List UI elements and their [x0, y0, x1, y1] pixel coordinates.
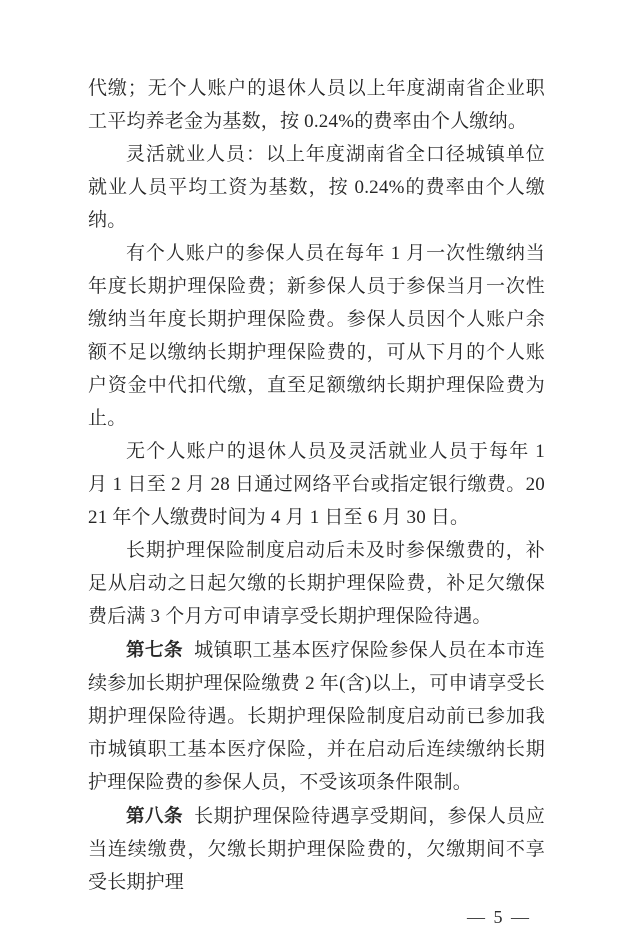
- paragraph-article-7: [88, 633, 545, 799]
- article-text: 长期护理保险待遇享受期间，参保人员应当连续缴费，欠缴长期护理保险费的，欠缴期间不享受长期护理: [88, 806, 545, 893]
- article-text: 城镇职工基本医疗保险参保人员在本市连续参加长期护理保险缴费 2 年(含)以上，可申请享受长期护理保险待遇。长期护理保险制度启动前已参加我市城镇职工基本医疗保险，并在启动后连续缴纳长期护理保险费的参保人员，不受该项条件限制。: [88, 640, 545, 793]
- paragraph: 代缴；无个人账户的退休人员以上年度湖南省企业职工平均养老金为基数，按 0.24%的费率由个人缴纳。: [88, 78, 545, 132]
- paragraph: 灵活就业人员：以上年度湖南省全口径城镇单位就业人员平均工资为基数，按 0.24%的费率由个人缴纳。: [88, 144, 545, 231]
- article-number: 第七条: [126, 639, 184, 660]
- paragraph: 长期护理保险制度启动后未及时参保缴费的，补足从启动之日起欠缴的长期护理保险费，补足欠缴保费后满 3 个月方可申请享受长期护理保险待遇。: [88, 540, 545, 627]
- document-body: [88, 72, 545, 928]
- page-number: — 5 —: [467, 907, 531, 927]
- article-number: 第八条: [126, 805, 184, 826]
- paragraph: 有个人账户的参保人员在每年 1 月一次性缴纳当年度长期护理保险费；新参保人员于参保当月一次性缴纳当年度长期护理保险费。参保人员因个人账户余额不足以缴纳长期护理保险费的，可从下月的个人账户资金中代扣代缴，直至足额缴纳长期护理保险费为止。: [88, 243, 545, 429]
- paragraph-article-8: [88, 799, 545, 899]
- paragraph: 无个人账户的退休人员及灵活就业人员于每年 1 月 1 日至 2 月 28 日通过网络平台或指定银行缴费。2021 年个人缴费时间为 4 月 1 日至 6 月 30 日。: [88, 441, 545, 528]
